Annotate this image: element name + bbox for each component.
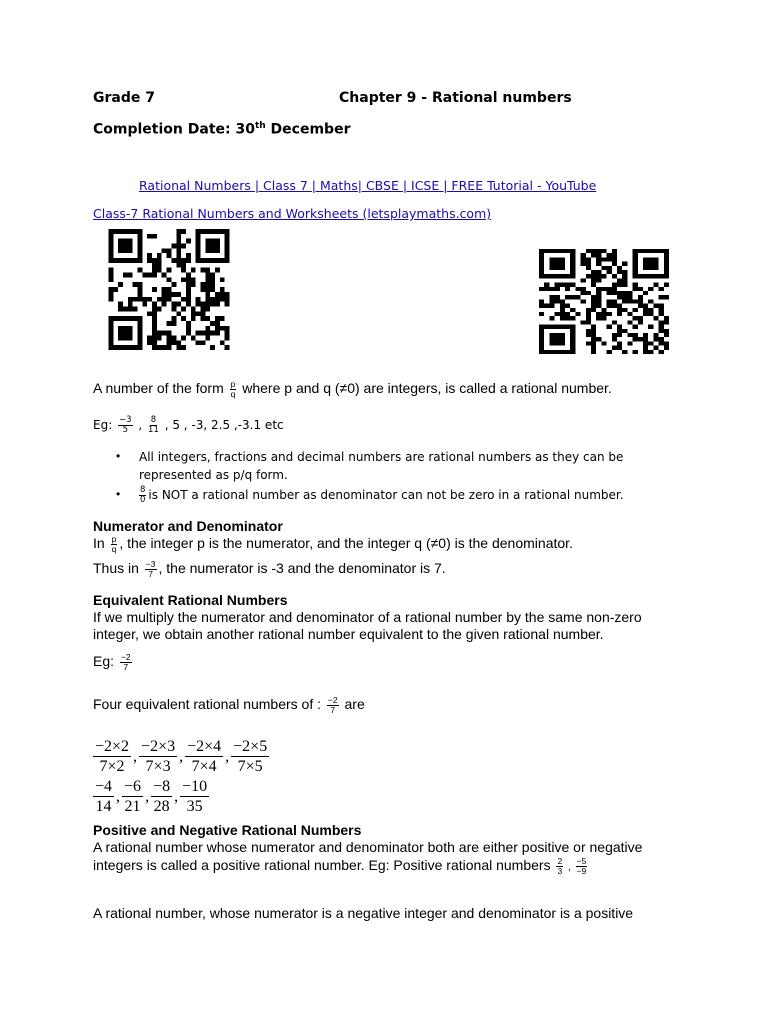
fraction-numerator: −5 bbox=[576, 856, 587, 866]
fraction-denominator: 3 bbox=[557, 866, 563, 876]
four-equivalent-post: are bbox=[340, 696, 365, 713]
numden-line-2-post: , the numerator is -3 and the denominator is 7. bbox=[158, 560, 446, 577]
fraction-denominator: 7×2 bbox=[99, 758, 125, 775]
definition-text-2: where p and q (≠0) are integers, is called a rational number. bbox=[238, 380, 612, 397]
equivalent-line-1: If we multiply the numerator and denominator of a rational number by the same non-zero bbox=[93, 609, 642, 625]
equivalent-products-row bbox=[93, 737, 269, 776]
fraction-numerator: −2×5 bbox=[233, 738, 268, 755]
bullet-dot: • bbox=[116, 487, 121, 501]
fraction-denominator: 14 bbox=[95, 798, 112, 815]
fraction-example-1 bbox=[118, 416, 133, 435]
fraction-numerator: −4 bbox=[95, 778, 113, 795]
fraction-numerator: −2×3 bbox=[141, 738, 176, 755]
bullet-dot: • bbox=[116, 449, 121, 463]
fraction-numerator: p bbox=[111, 534, 117, 544]
posneg-line-1: A rational number whose numerator and denominator both are either positive or negative bbox=[93, 839, 643, 855]
fraction-numerator: −2×2 bbox=[95, 738, 130, 755]
fraction-minus3-7 bbox=[145, 560, 157, 579]
fraction-p-q bbox=[111, 535, 118, 554]
comma: , bbox=[145, 787, 150, 805]
fraction-numerator: −10 bbox=[182, 778, 208, 795]
fraction-2-3 bbox=[556, 857, 563, 876]
fraction-denominator: 11 bbox=[148, 425, 159, 435]
big-fraction bbox=[231, 737, 269, 776]
examples-rest: , 5 , -3, 2.5 ,-3.1 etc bbox=[160, 418, 284, 432]
chapter-title: Chapter 9 - Rational numbers bbox=[339, 90, 572, 106]
definition-text-1: A number of the form bbox=[93, 380, 228, 397]
fraction-numerator: −8 bbox=[153, 778, 171, 795]
fraction-numerator: 2 bbox=[557, 856, 563, 866]
fraction-minus2-7 bbox=[120, 653, 132, 672]
posneg-line-3: A rational number, whose numerator is a negative integer and denominator is a positive bbox=[93, 905, 634, 921]
big-fraction bbox=[93, 737, 131, 776]
fraction-numerator: −6 bbox=[124, 778, 142, 795]
eg-prefix: Eg: bbox=[93, 653, 118, 670]
fraction-denominator: 21 bbox=[124, 798, 141, 815]
bullet-1-line-1: All integers, fractions and decimal numbers are rational numbers as they can be bbox=[139, 450, 624, 464]
fraction-denominator: 7×5 bbox=[237, 758, 263, 775]
completion-prefix: Completion Date: 30 bbox=[93, 121, 255, 138]
examples-prefix: Eg: bbox=[93, 418, 117, 432]
letsplaymaths-link[interactable]: Class-7 Rational Numbers and Worksheets (letsplaymaths.com) bbox=[93, 206, 492, 221]
fraction-8-over-0 bbox=[139, 486, 146, 505]
fraction-numerator: −3 bbox=[119, 415, 132, 425]
fraction-numerator: −3 bbox=[145, 559, 156, 569]
grade-label: Grade 7 bbox=[93, 90, 155, 106]
big-fraction bbox=[93, 777, 114, 816]
fraction-p-q bbox=[230, 380, 237, 399]
fraction-denominator: 7 bbox=[123, 662, 129, 672]
fraction-denominator: 7×3 bbox=[145, 758, 171, 775]
fraction-numerator: p bbox=[230, 379, 236, 389]
fraction-numerator: −2×4 bbox=[187, 738, 222, 755]
bullet-1-line-2: represented as p/q form. bbox=[139, 468, 288, 482]
numden-line-2 bbox=[93, 560, 446, 579]
comma: , bbox=[225, 747, 230, 765]
qr-code-icon bbox=[106, 229, 232, 350]
posneg-line-2 bbox=[93, 857, 589, 876]
fraction-numerator: −2 bbox=[327, 695, 338, 705]
completion-suffix: December bbox=[265, 121, 351, 138]
fraction-minus2-7 bbox=[327, 696, 339, 715]
numden-line-2-pre: Thus in bbox=[93, 560, 143, 577]
numden-line-1-pre: In bbox=[93, 535, 109, 552]
posneg-line-2-text: integers is called a positive rational number. Eg: Positive rational numbers bbox=[93, 857, 555, 874]
fraction-numerator: −2 bbox=[120, 652, 131, 662]
completion-sup: th bbox=[254, 121, 266, 131]
big-fraction bbox=[151, 777, 172, 816]
separator: , bbox=[565, 862, 574, 874]
section-heading-equivalent: Equivalent Rational Numbers bbox=[93, 592, 288, 608]
comma: , bbox=[174, 787, 179, 805]
fraction-example-2 bbox=[148, 416, 159, 435]
comma: , bbox=[133, 747, 138, 765]
fraction-denominator: 7 bbox=[148, 569, 154, 579]
section-heading-numerator-denominator: Numerator and Denominator bbox=[93, 518, 283, 534]
bullet-2-text: is NOT a rational number as denominator can not be zero in a rational number. bbox=[148, 488, 624, 502]
fraction-denominator: 7×4 bbox=[191, 758, 217, 775]
big-fraction bbox=[185, 737, 223, 776]
fraction-denominator: q bbox=[230, 389, 236, 399]
fraction-numerator: 8 bbox=[140, 485, 146, 495]
examples-line: Eg: $\frac{-3}{5}$ , $\frac{8}{11}$ , 5 , -3, 2.5 ,-3.1 etc bbox=[93, 415, 284, 435]
rational-definition bbox=[93, 380, 612, 399]
fraction-minus5-minus9 bbox=[576, 857, 588, 876]
comma: , bbox=[179, 747, 184, 765]
four-equivalent-line bbox=[93, 696, 365, 715]
big-fraction bbox=[122, 777, 143, 816]
fraction-denominator: −9 bbox=[576, 866, 587, 876]
fraction-denominator: 5 bbox=[122, 425, 129, 435]
equivalent-results-row bbox=[93, 777, 209, 816]
numden-line-1 bbox=[93, 535, 573, 554]
section-heading-positive-negative: Positive and Negative Rational Numbers bbox=[93, 822, 362, 838]
fraction-numerator: 8 bbox=[150, 415, 157, 425]
equivalent-line-2: integer, we obtain another rational number equivalent to the given rational number. bbox=[93, 626, 604, 642]
big-fraction bbox=[139, 737, 177, 776]
fraction-denominator: 7 bbox=[330, 705, 336, 715]
fraction-denominator: q bbox=[111, 544, 117, 554]
bullet-2 bbox=[137, 486, 624, 505]
qr-code-icon bbox=[539, 249, 669, 354]
numden-line-1-post: , the integer p is the numerator, and the integer q (≠0) is the denominator. bbox=[119, 535, 573, 552]
completion-date bbox=[93, 121, 350, 138]
fraction-denominator: 35 bbox=[186, 798, 203, 815]
comma: , bbox=[116, 787, 121, 805]
four-equivalent-pre: Four equivalent rational numbers of : bbox=[93, 696, 325, 713]
equivalent-example bbox=[93, 653, 134, 672]
big-fraction bbox=[180, 777, 209, 816]
youtube-link[interactable]: Rational Numbers | Class 7 | Maths| CBSE | ICSE | FREE Tutorial - YouTube bbox=[139, 178, 597, 193]
fraction-denominator: 28 bbox=[153, 798, 170, 815]
fraction-denominator: 0 bbox=[140, 495, 146, 505]
